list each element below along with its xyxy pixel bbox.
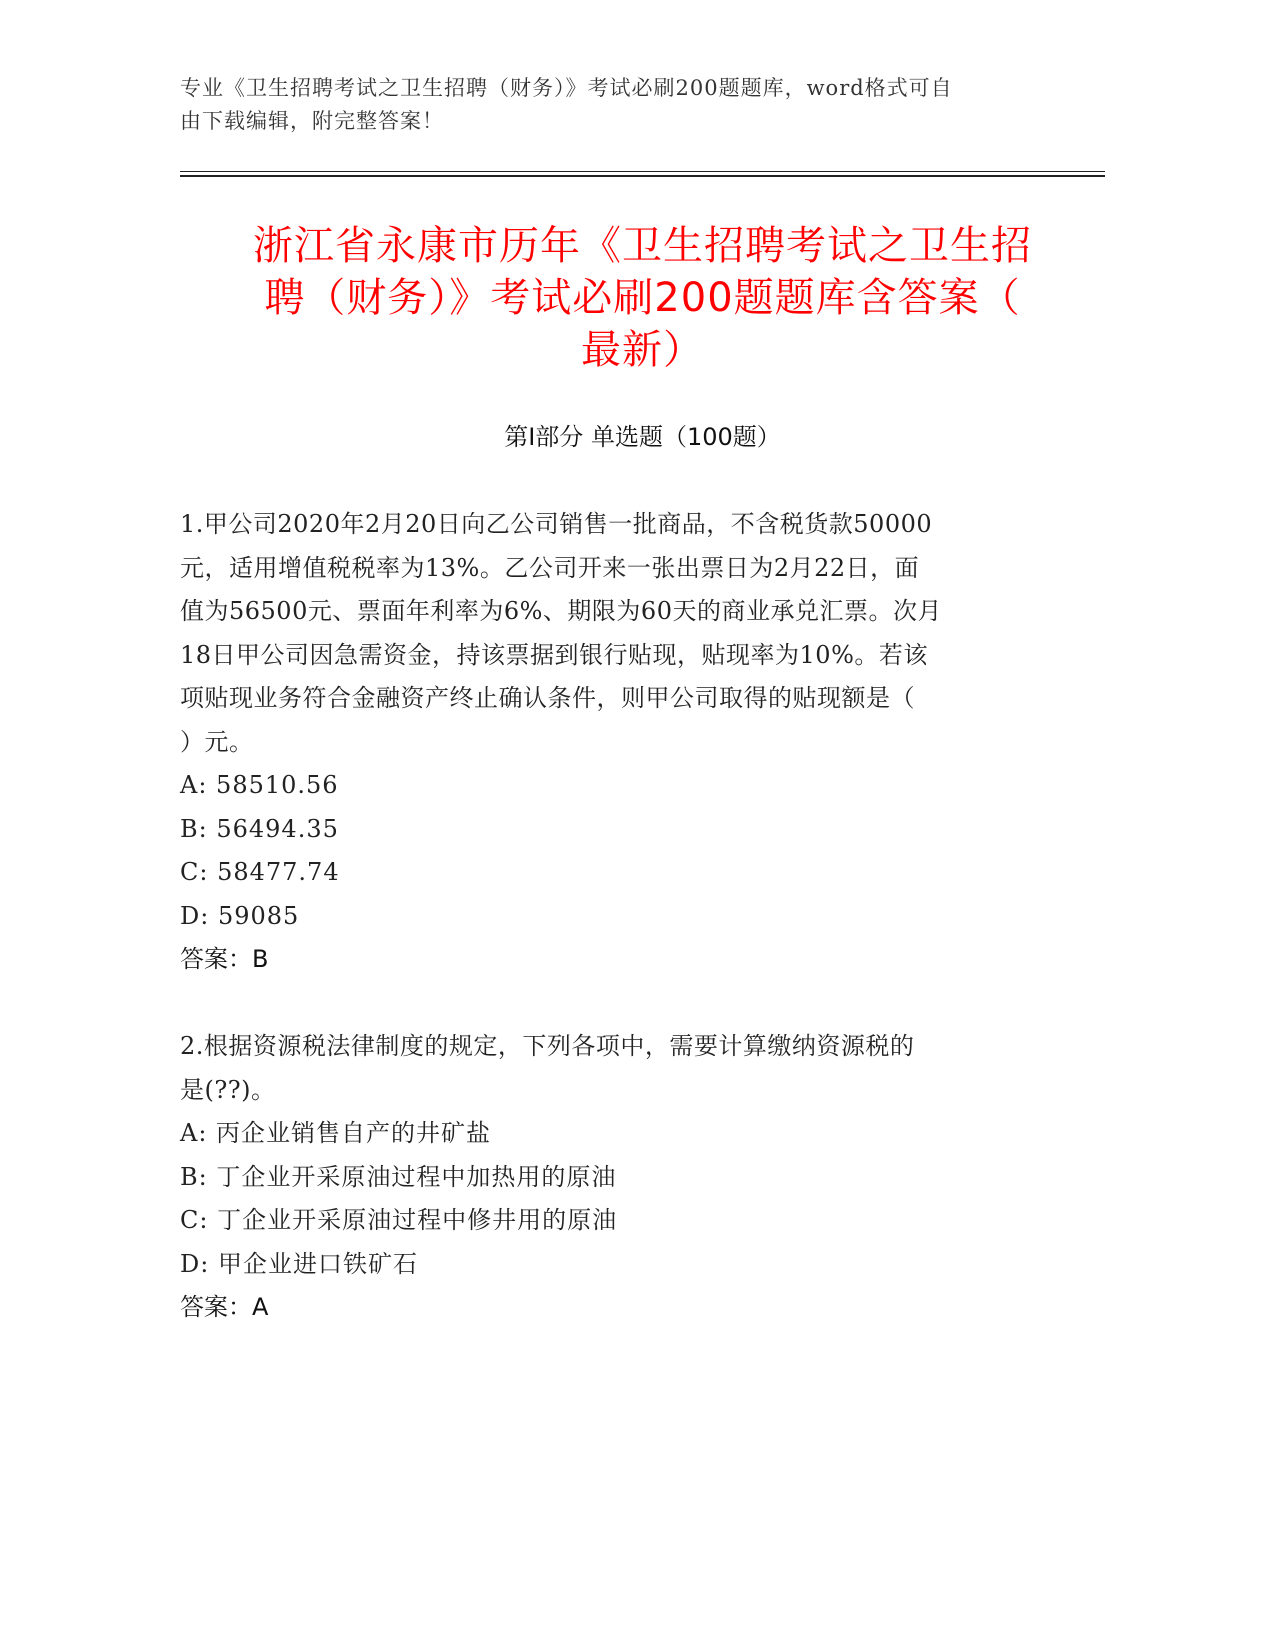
question-2-stem-line: 2.根据资源税法律制度的规定，下列各项中，需要计算缴纳资源税的	[180, 1032, 915, 1060]
question-1-option-a: A: 58510.56	[180, 771, 339, 799]
question-2	[180, 1025, 1040, 1330]
section-heading: 第I部分 单选题（100题）	[504, 423, 781, 451]
header-divider-thin	[180, 171, 1105, 172]
question-2-answer: 答案：A	[180, 1293, 269, 1321]
question-1-stem-line: 项贴现业务符合金融资产终止确认条件，则甲公司取得的贴现额是（	[180, 684, 915, 712]
question-1-stem	[180, 503, 1040, 764]
question-1-option-d: D: 59085	[180, 901, 300, 930]
question-2-option-d: D: 甲企业进口铁矿石	[180, 1249, 418, 1278]
question-2-stem-line: 是(??)。	[180, 1075, 276, 1104]
header-note-line-1: 专业《卫生招聘考试之卫生招聘（财务）》考试必刷200题题库，word格式可自	[180, 76, 953, 100]
question-2-option-a: A: 丙企业销售自产的井矿盐	[180, 1119, 492, 1147]
question-1-option-c: C: 58477.74	[180, 858, 340, 886]
question-2-stem	[180, 1025, 1040, 1112]
document-title-line-2: 聘（财务）》考试必刷200题题库含答案（	[264, 275, 1021, 321]
question-2-option-b: B: 丁企业开采原油过程中加热用的原油	[180, 1162, 617, 1191]
document-title	[180, 220, 1105, 376]
question-1-stem-line: 值为56500元、票面年利率为6%、期限为60天的商业承兑汇票。次月	[180, 597, 942, 625]
question-1-option-b: B: 56494.35	[180, 814, 339, 843]
document-title-line-1: 浙江省永康市历年《卫生招聘考试之卫生招	[253, 223, 1032, 269]
document-title-line-3: 最新）	[581, 327, 704, 373]
question-1-stem-line: ）元。	[180, 727, 254, 756]
header-divider-thick	[180, 175, 1105, 177]
header-note-line-2: 由下载编辑，附完整答案！	[180, 109, 444, 133]
question-1-answer: 答案：B	[180, 945, 269, 973]
question-1-stem-line: 元，适用增值税税率为13%。乙公司开来一张出票日为2月22日，面	[180, 553, 920, 582]
header-note	[180, 72, 1040, 138]
question-1-stem-line: 18日甲公司因急需资金，持该票据到银行贴现，贴现率为10%。若该	[180, 640, 928, 669]
question-1-stem-line: 1.甲公司2020年2月20日向乙公司销售一批商品，不含税货款50000	[180, 510, 933, 538]
question-2-option-c: C: 丁企业开采原油过程中修井用的原油	[180, 1206, 618, 1234]
question-1	[180, 503, 1040, 982]
